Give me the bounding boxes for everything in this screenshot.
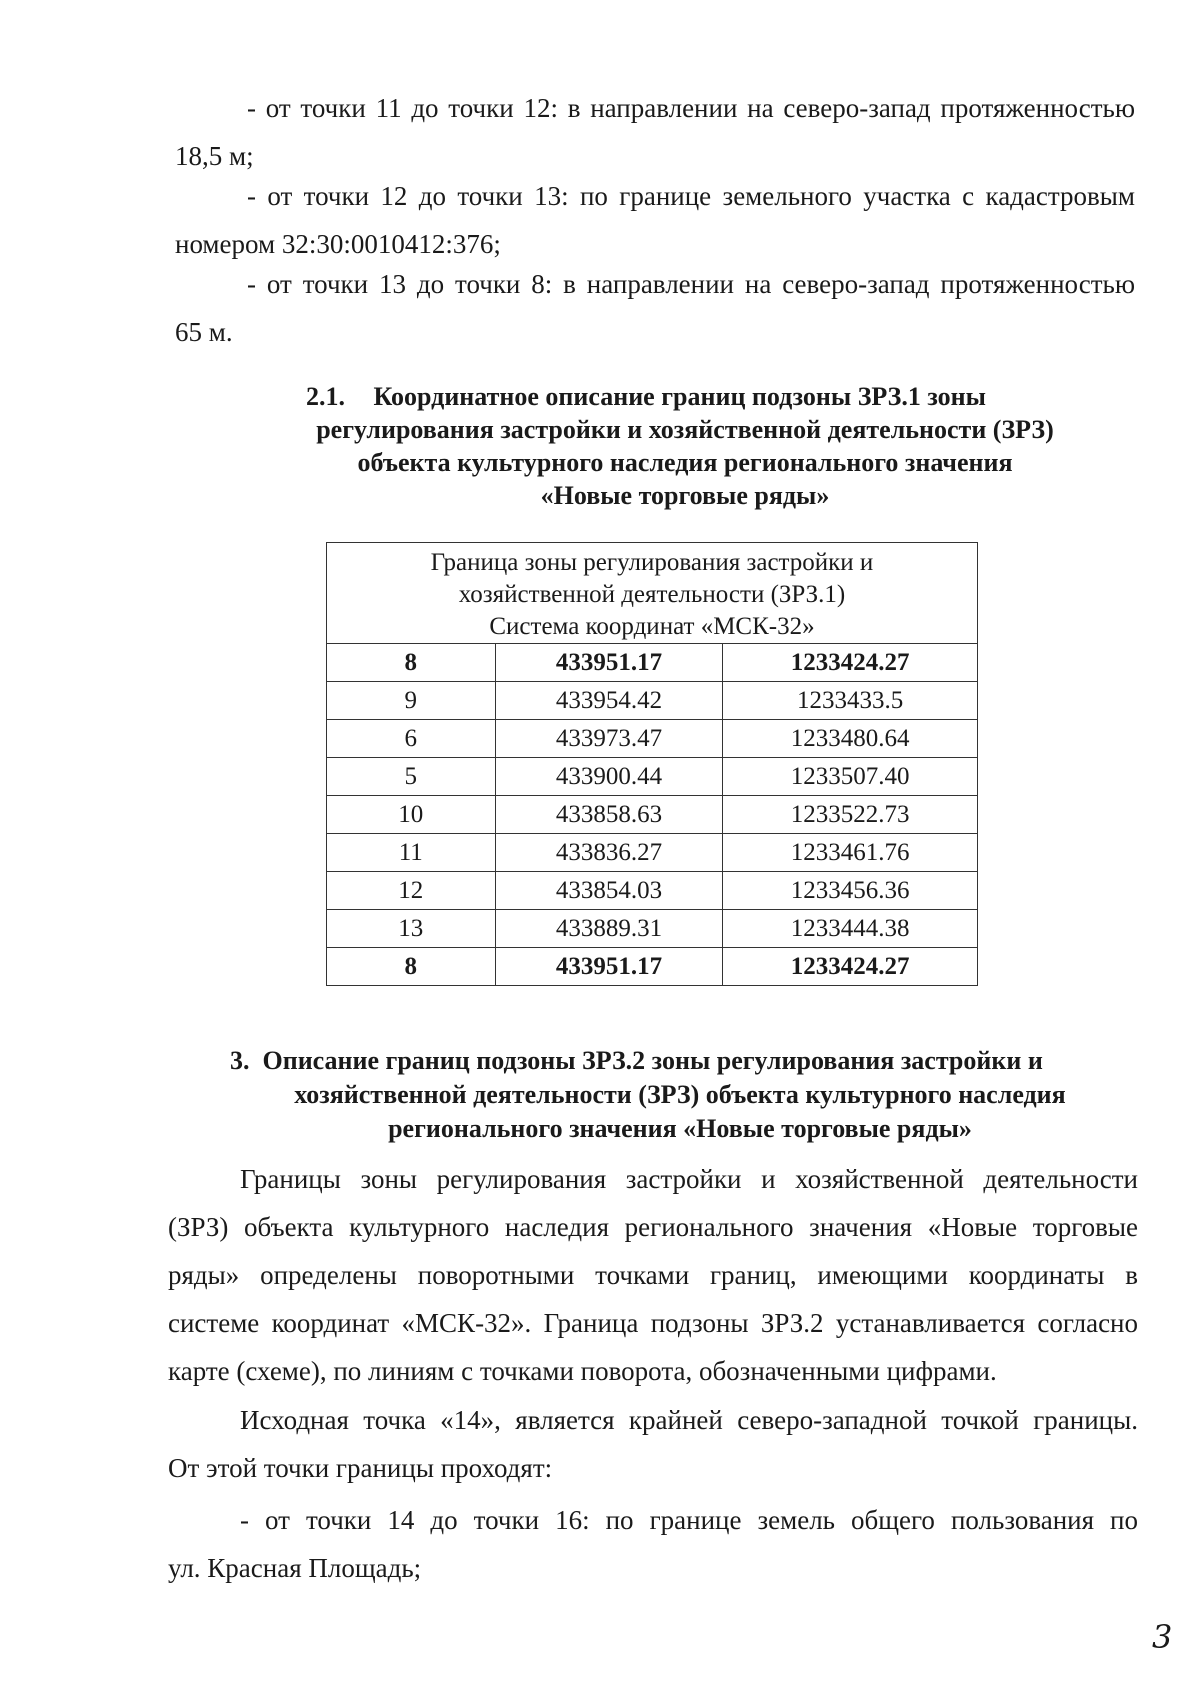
table-header-row	[327, 543, 978, 644]
point-cell: 5	[327, 758, 496, 796]
paragraph-line: системе координат «МСК-32». Граница подзоны ЗРЗ.2 устанавливается согласно	[168, 1308, 1138, 1338]
x-cell: 433951.17	[495, 948, 723, 986]
paragraph-line: Исходная точка «14», является крайней северо-западной точкой границы.	[240, 1405, 1138, 1435]
table-row	[327, 720, 978, 758]
x-cell: 433951.17	[495, 644, 723, 682]
table-row	[327, 910, 978, 948]
table-header-line: Граница зоны регулирования застройки и	[430, 549, 874, 576]
paragraph-line: ул. Красная Площадь;	[168, 1553, 422, 1583]
point-cell: 10	[327, 796, 496, 834]
intro-item-3	[175, 260, 1135, 356]
y-cell: 1233424.27	[723, 644, 978, 682]
x-cell: 433889.31	[495, 910, 723, 948]
paragraph-line: карте (схеме), по линиям с точками поворота, обозначенными цифрами.	[168, 1356, 997, 1386]
intro-item-1	[175, 84, 1135, 180]
y-cell: 1233433.5	[723, 682, 978, 720]
point-cell: 8	[327, 948, 496, 986]
intro-item-line: 65 м.	[175, 317, 233, 347]
x-cell: 433954.42	[495, 682, 723, 720]
coordinates-table	[326, 542, 978, 986]
intro-item-2	[175, 172, 1135, 268]
body-paragraph-2	[168, 1396, 1138, 1492]
section-3-heading-line3: регионального значения «Новые торговые ряды»	[388, 1114, 972, 1143]
table-header-line: хозяйственной деятельности (ЗРЗ.1)	[458, 581, 846, 608]
y-cell: 1233507.40	[723, 758, 978, 796]
table-row	[327, 796, 978, 834]
y-cell: 1233480.64	[723, 720, 978, 758]
table-row	[327, 872, 978, 910]
table-row	[327, 644, 978, 682]
section-3-heading-line1: 3. Описание границ подзоны ЗРЗ.2 зоны регулирования застройки и	[230, 1046, 1043, 1075]
point-cell: 13	[327, 910, 496, 948]
point-cell: 11	[327, 834, 496, 872]
intro-item-line: - от точки 12 до точки 13: по границе земельного участка с кадастровым	[247, 181, 1135, 211]
x-cell: 433900.44	[495, 758, 723, 796]
x-cell: 433973.47	[495, 720, 723, 758]
x-cell: 433858.63	[495, 796, 723, 834]
body-paragraph-1	[168, 1155, 1138, 1395]
body-paragraph-3	[168, 1496, 1138, 1592]
point-cell: 12	[327, 872, 496, 910]
y-cell: 1233444.38	[723, 910, 978, 948]
paragraph-line: - от точки 14 до точки 16: по границе земель общего пользования по	[240, 1505, 1138, 1535]
table-row	[327, 948, 978, 986]
heading-text: Координатное описание границ подзоны ЗРЗ.1 зоны	[373, 382, 986, 411]
section-3-heading-line2: хозяйственной деятельности (ЗРЗ) объекта культурного наследия	[294, 1080, 1066, 1109]
y-cell: 1233424.27	[723, 948, 978, 986]
section-2-1-heading-line2: регулирования застройки и хозяйственной деятельности (ЗРЗ)	[316, 415, 1054, 444]
y-cell: 1233522.73	[723, 796, 978, 834]
section-2-1-heading-line3: объекта культурного наследия регионального значения	[357, 448, 1013, 477]
point-cell: 6	[327, 720, 496, 758]
table-row	[327, 834, 978, 872]
intro-item-line: - от точки 11 до точки 12: в направлении на северо-запад протяженностью	[247, 93, 1135, 123]
intro-item-line: 18,5 м;	[175, 141, 254, 171]
intro-item-line: номером 32:30:0010412:376;	[175, 229, 501, 259]
section-2-1-heading-line1	[306, 380, 1006, 413]
table-header-line: Система координат «МСК-32»	[489, 613, 815, 640]
table-row	[327, 682, 978, 720]
point-cell: 8	[327, 644, 496, 682]
y-cell: 1233461.76	[723, 834, 978, 872]
paragraph-line: От этой точки границы проходят:	[168, 1453, 553, 1483]
table-header	[327, 543, 978, 644]
x-cell: 433854.03	[495, 872, 723, 910]
x-cell: 433836.27	[495, 834, 723, 872]
y-cell: 1233456.36	[723, 872, 978, 910]
page-number: 3	[1152, 1618, 1173, 1656]
section-number: 2.1.	[306, 382, 345, 411]
paragraph-line: Границы зоны регулирования застройки и хозяйственной деятельности	[240, 1164, 1138, 1194]
intro-item-line: - от точки 13 до точки 8: в направлении на северо-запад протяженностью	[247, 269, 1135, 299]
paragraph-line: (ЗРЗ) объекта культурного наследия регионального значения «Новые торговые	[168, 1212, 1138, 1242]
paragraph-line: ряды» определены поворотными точками границ, имеющими координаты в	[168, 1260, 1138, 1290]
section-2-1-heading-line4: «Новые торговые ряды»	[540, 481, 830, 510]
point-cell: 9	[327, 682, 496, 720]
table-row	[327, 758, 978, 796]
